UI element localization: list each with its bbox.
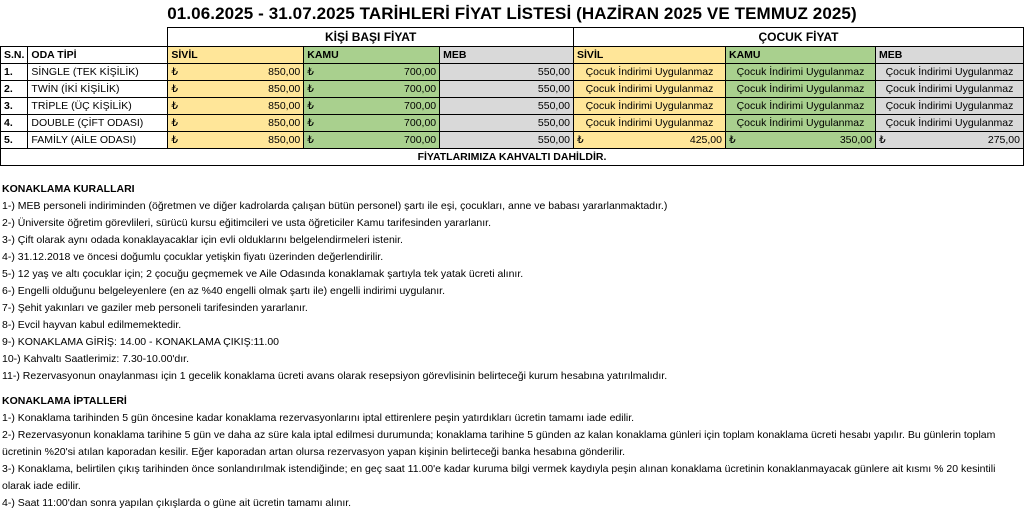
room-type: TRİPLE (ÜÇ KİŞİLİK) xyxy=(28,98,168,115)
lira-icon: ₺ xyxy=(307,116,314,129)
rule-item: 6-) Engelli olduğunu belgeleyenlere (en az %40 engelli olmak şartı ile) engelli indirimi uygulanır. xyxy=(2,285,445,297)
table-row xyxy=(1,115,1024,132)
col-room-header: ODA TİPİ xyxy=(28,47,168,64)
lira-icon: ₺ xyxy=(171,82,179,95)
price-sivil: ₺ 850,00 xyxy=(168,98,304,115)
rule-item: 7-) Şehit yakınları ve gaziler meb personeli tarifesinden yararlanır. xyxy=(2,302,308,314)
room-type: DOUBLE (ÇİFT ODASI) xyxy=(28,115,168,132)
child-meb: Çocuk İndirimi Uygulanmaz xyxy=(875,98,1023,115)
column-header-row xyxy=(1,47,1024,64)
blank-cell xyxy=(1,28,168,47)
rule-item: 2-) Üniversite öğretim görevlileri, sürücü kursu eğitimcileri ve usta öğreticiler Kamu tarifesinden yararlanır. xyxy=(2,217,492,229)
lira-icon: ₺ xyxy=(171,99,179,112)
col-sn-header: S.N. xyxy=(1,47,28,64)
row-sn: 2. xyxy=(1,81,28,98)
breakfast-note: FİYATLARIMIZA KAHVALTI DAHİLDİR. xyxy=(1,149,1024,166)
child-kamu: ₺ 350,00 xyxy=(725,132,875,149)
lira-icon: ₺ xyxy=(878,133,886,146)
spacer xyxy=(2,385,1020,393)
price-kamu: ₺ 700,00 xyxy=(304,132,440,149)
child-price-group-header: ÇOCUK FİYAT xyxy=(574,28,1024,47)
rule-item: 10-) Kahvaltı Saatlerimiz: 7.30-10.00'dır. xyxy=(2,353,190,365)
price-kamu: ₺ 700,00 xyxy=(304,115,440,132)
child-sivil: Çocuk İndirimi Uygulanmaz xyxy=(574,115,726,132)
child-kamu: Çocuk İndirimi Uygulanmaz xyxy=(725,115,875,132)
price-meb: 550,00 xyxy=(440,132,574,149)
rule-item: 8-) Evcil hayvan kabul edilmemektedir. xyxy=(2,319,182,331)
group-header-row xyxy=(1,28,1024,47)
child-meb: ₺ 275,00 xyxy=(875,132,1023,149)
child-meb: Çocuk İndirimi Uygulanmaz xyxy=(875,81,1023,98)
rule-item: 3-) Çift olarak aynı odada konaklayacaklar için evli olduklarını belgelendirmeleri istenir. xyxy=(2,234,403,246)
col-kamu-header: KAMU xyxy=(304,47,440,64)
col-sivil-header: SİVİL xyxy=(168,47,304,64)
child-meb: Çocuk İndirimi Uygulanmaz xyxy=(875,115,1023,132)
child-sivil: ₺ 425,00 xyxy=(574,132,726,149)
room-type: FAMİLY (AİLE ODASI) xyxy=(28,132,168,149)
cancellation-item: 2-) Rezervasyonun konaklama tarihine 5 gün ve daha az süre kala iptal edilmesi durumunda; konaklama tarihine 5 günden az kalan konaklama günleri için toplam konaklama ücreti hesabı yapılır. Bu günlerin toplam ücretinin %20'si atılan kaporadan kesilir. Eğer kaporadan artan olursa rezervasyon yapan kişinin belirteceği banka hesabına gönderilir. xyxy=(2,429,996,458)
lira-icon: ₺ xyxy=(728,133,736,146)
child-sivil: Çocuk İndirimi Uygulanmaz xyxy=(574,81,726,98)
price-table xyxy=(0,27,1024,166)
price-sivil: ₺ 850,00 xyxy=(168,132,304,149)
lira-icon: ₺ xyxy=(307,82,314,95)
page-title: 01.06.2025 - 31.07.2025 TARİHLERİ FİYAT LİSTESİ (HAZİRAN 2025 VE TEMMUZ 2025) xyxy=(167,4,857,23)
cancellation-item: 4-) Saat 11:00'dan sonra yapılan çıkışlarda o güne ait ücretin tamamı alınır. xyxy=(2,497,352,509)
lira-icon: ₺ xyxy=(171,116,179,129)
child-kamu: Çocuk İndirimi Uygulanmaz xyxy=(725,81,875,98)
child-col-kamu-header: KAMU xyxy=(725,47,875,64)
table-row xyxy=(1,132,1024,149)
child-kamu: Çocuk İndirimi Uygulanmaz xyxy=(725,64,875,81)
table-row xyxy=(1,98,1024,115)
note-row xyxy=(1,149,1024,166)
price-kamu: ₺ 700,00 xyxy=(304,64,440,81)
child-meb: Çocuk İndirimi Uygulanmaz xyxy=(875,64,1023,81)
price-sivil: ₺ 850,00 xyxy=(168,115,304,132)
price-kamu: ₺ 700,00 xyxy=(304,98,440,115)
row-sn: 1. xyxy=(1,64,28,81)
rules-heading: KONAKLAMA KURALLARI xyxy=(2,183,135,195)
cancellation-item: 3-) Konaklama, belirtilen çıkış tarihinden önce sonlandırılmak istendiğinde; en geç saat 11.00'e kadar kuruma bilgi vermek kaydıyla peşin alınan konaklama ücretinin konaklanmayacak günlere ait kısmı % 20 kesintili olarak iade edilir. xyxy=(2,463,996,492)
rule-item: 11-) Rezervasyonun onaylanması için 1 gecelik konaklama ücreti avans olarak resepsiyon görevlisinin belirteceği kurum hesabına yatırılmalıdır. xyxy=(2,370,668,382)
price-sivil: ₺ 850,00 xyxy=(168,81,304,98)
row-sn: 5. xyxy=(1,132,28,149)
lira-icon: ₺ xyxy=(171,133,179,146)
lira-icon: ₺ xyxy=(307,133,314,146)
rules-section xyxy=(2,181,1020,512)
child-sivil: Çocuk İndirimi Uygulanmaz xyxy=(574,98,726,115)
cancellation-item: 1-) Konaklama tarihinden 5 gün öncesine kadar konaklama rezervasyonlarını iptal ettirenlere peşin yatırdıkları ücretin tamamı iade edilir. xyxy=(2,412,635,424)
row-sn: 4. xyxy=(1,115,28,132)
rule-item: 1-) MEB personeli indiriminden (öğretmen ve diğer kadrolarda çalışan bütün personel) şartı ile eşi, çocukları, anne ve babası yararlanmaktadır.) xyxy=(2,200,668,212)
lira-icon: ₺ xyxy=(307,99,314,112)
table-row xyxy=(1,64,1024,81)
room-type: SİNGLE (TEK KİŞİLİK) xyxy=(28,64,168,81)
col-meb-header: MEB xyxy=(440,47,574,64)
child-kamu: Çocuk İndirimi Uygulanmaz xyxy=(725,98,875,115)
price-meb: 550,00 xyxy=(440,81,574,98)
rule-item: 9-) KONAKLAMA GİRİŞ: 14.00 - KONAKLAMA ÇIKIŞ:11.00 xyxy=(2,336,279,348)
child-col-sivil-header: SİVİL xyxy=(574,47,726,64)
child-sivil: Çocuk İndirimi Uygulanmaz xyxy=(574,64,726,81)
price-sivil: ₺ 850,00 xyxy=(168,64,304,81)
rule-item: 5-) 12 yaş ve altı çocuklar için; 2 çocuğu geçmemek ve Aile Odasında konaklamak şartıyla tek yatak ücreti alınır. xyxy=(2,268,524,280)
child-col-meb-header: MEB xyxy=(875,47,1023,64)
price-meb: 550,00 xyxy=(440,98,574,115)
table-row xyxy=(1,81,1024,98)
row-sn: 3. xyxy=(1,98,28,115)
lira-icon: ₺ xyxy=(307,65,314,78)
cancellations-heading: KONAKLAMA İPTALLERİ xyxy=(2,395,127,407)
price-kamu: ₺ 700,00 xyxy=(304,81,440,98)
price-meb: 550,00 xyxy=(440,64,574,81)
price-meb: 550,00 xyxy=(440,115,574,132)
lira-icon: ₺ xyxy=(171,65,179,78)
room-type: TWİN (İKİ KİŞİLİK) xyxy=(28,81,168,98)
lira-icon: ₺ xyxy=(577,133,584,146)
adult-price-group-header: KİŞİ BAŞI FİYAT xyxy=(168,28,574,47)
rule-item: 4-) 31.12.2018 ve öncesi doğumlu çocuklar yetişkin fiyatı üzerinden değerlendirilir. xyxy=(2,251,384,263)
